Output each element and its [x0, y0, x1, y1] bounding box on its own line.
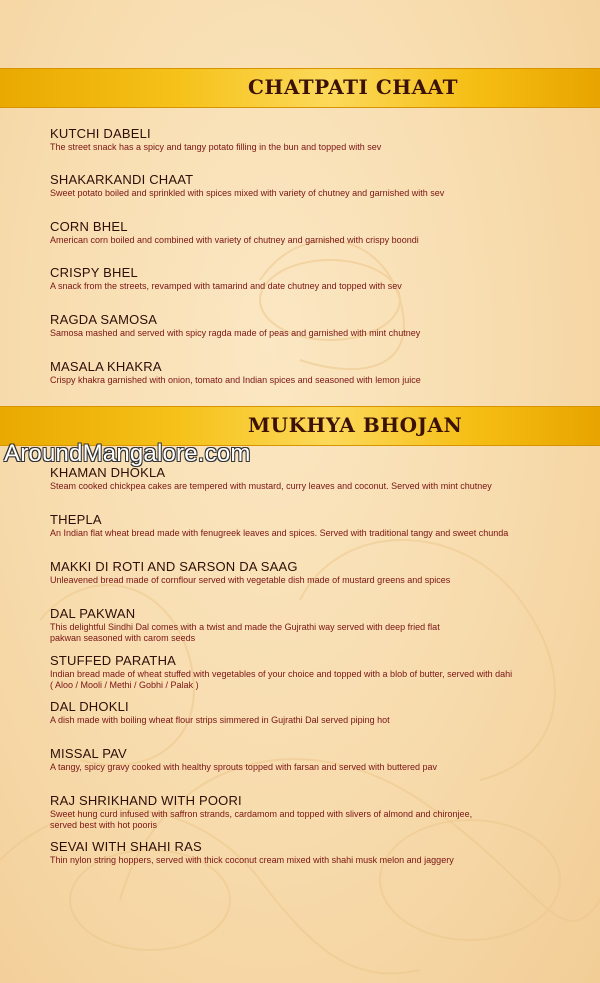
item-description: Crispy khakra garnished with onion, tomato and Indian spices and seasoned with lemon juice	[50, 375, 421, 385]
menu-item	[50, 359, 590, 386]
item-name: STUFFED PARATHA	[50, 653, 177, 668]
item-description: Sweet hung curd infused with saffron strands, cardamom and topped with slivers of almond and chironjee, served best with hot pooris	[50, 809, 473, 830]
item-name: DAL PAKWAN	[50, 606, 136, 621]
item-name: MASALA KHAKRA	[50, 359, 162, 374]
menu-item	[50, 312, 590, 339]
menu-item	[50, 126, 590, 153]
item-name: MISSAL PAV	[50, 746, 127, 761]
item-name: THEPLA	[50, 512, 102, 527]
watermark: AroundMangalore.com	[4, 440, 251, 467]
menu-item	[50, 606, 590, 644]
item-name: RAJ SHRIKHAND WITH POORI	[50, 793, 242, 808]
item-description: Unleavened bread made of cornflour served with vegetable dish made of mustard greens and spices	[50, 575, 451, 585]
section-title: CHATPATI CHAAT	[248, 75, 458, 99]
item-description: Samosa mashed and served with spicy ragda made of peas and garnished with mint chutney	[50, 328, 421, 338]
item-description: American corn boiled and combined with variety of chutney and garnished with crispy boondi	[50, 235, 419, 245]
item-name: SEVAI WITH SHAHI RAS	[50, 839, 202, 854]
section-title: MUKHYA BHOJAN	[248, 413, 463, 437]
item-name: KUTCHI DABELI	[50, 126, 151, 141]
menu-item	[50, 512, 590, 539]
menu-item	[50, 653, 590, 691]
item-name: CORN BHEL	[50, 219, 128, 234]
item-description: A snack from the streets, revamped with tamarind and date chutney and topped with sev	[50, 281, 402, 291]
item-description: Indian bread made of wheat stuffed with vegetables of your choice and topped with a blob of butter, served with dahi ( Aloo / Mooli / Methi / Gobhi / Palak )	[50, 669, 513, 690]
menu-item	[50, 172, 590, 199]
menu-item	[50, 699, 590, 726]
item-name: KHAMAN DHOKLA	[50, 465, 166, 480]
menu-item	[50, 219, 590, 246]
item-description: The street snack has a spicy and tangy potato filling in the bun and topped with sev	[50, 142, 382, 152]
item-description: A dish made with boiling wheat flour strips simmered in Gujrathi Dal served piping hot	[50, 715, 390, 725]
item-name: RAGDA SAMOSA	[50, 312, 158, 327]
item-description: An Indian flat wheat bread made with fenugreek leaves and spices. Served with traditional tangy and sweet chunda	[50, 528, 509, 538]
menu-item	[50, 559, 590, 586]
item-description: Sweet potato boiled and sprinkled with spices mixed with variety of chutney and garnished with sev	[50, 188, 445, 198]
section-header-chatpati-chaat	[0, 69, 600, 107]
item-name: SHAKARKANDI CHAAT	[50, 172, 194, 187]
item-name: DAL DHOKLI	[50, 699, 129, 714]
item-description: A tangy, spicy gravy cooked with healthy sprouts topped with farsan and served with buttered pav	[50, 762, 438, 772]
item-name: CRISPY BHEL	[50, 265, 138, 280]
menu-item	[50, 265, 590, 292]
item-description: Steam cooked chickpea cakes are tempered with mustard, curry leaves and coconut. Served with mint chutney	[50, 481, 492, 491]
menu-item	[50, 746, 590, 773]
item-description: This delightful Sindhi Dal comes with a twist and made the Gujrathi way served with deep fried flat pakwan seasoned with carom seeds	[50, 622, 440, 643]
item-description: Thin nylon string hoppers, served with thick coconut cream mixed with shahi musk melon and jaggery	[50, 855, 454, 865]
menu-item	[50, 839, 590, 866]
item-name: MAKKI DI ROTI AND SARSON DA SAAG	[50, 559, 298, 574]
menu-item	[50, 465, 590, 492]
menu-item	[50, 793, 590, 831]
